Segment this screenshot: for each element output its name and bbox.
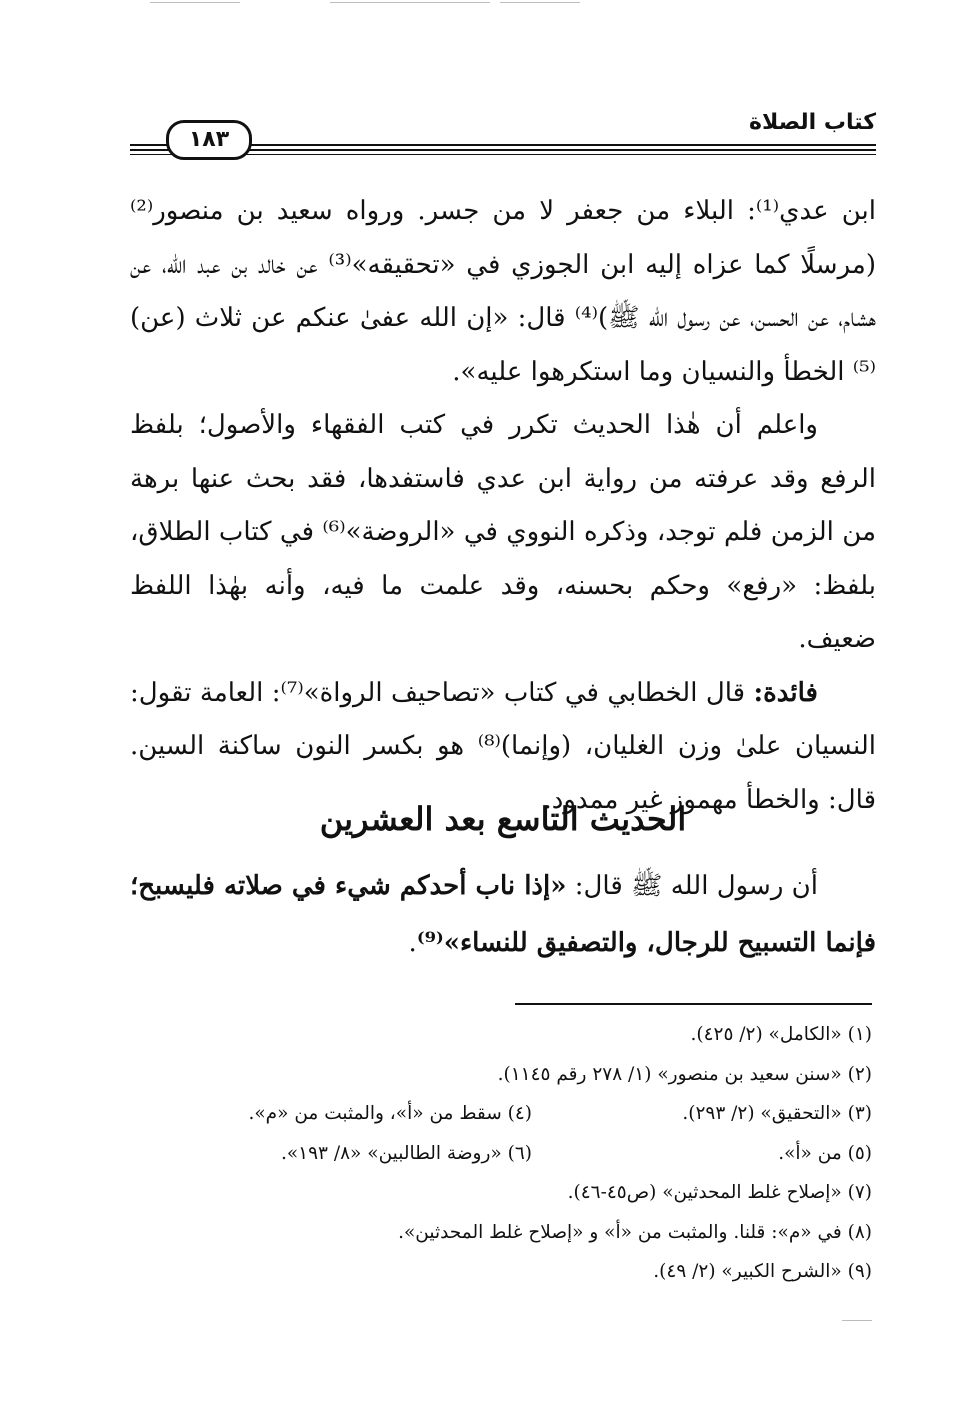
scan-artifact xyxy=(500,2,580,3)
footnote-row xyxy=(150,1134,872,1174)
paragraph: واعلم أن هٰذا الحديث تكرر في كتب الفقهاء والأصول؛ بلفظ الرفع وقد عرفته من رواية ابن عدي فاستفدها، فقد بحث عنها برهة من الزمن فلم توجد، وذكره النووي في «الروضة»⁽⁶⁾ في كتاب الطلاق، بلفظ: «رفع» وحكم بحسنه، وقد علمت ما فيه، وأنه بهٰذا اللفظ ضعيف. xyxy=(130,410,876,654)
footnote: (٢) «سنن سعيد بن منصور» (١/ ٢٧٨ رقم ١١٤٥). xyxy=(497,1063,872,1085)
footnote: (٩) «الشرح الكبير» (٢/ ٤٩). xyxy=(653,1261,872,1282)
footnote: (٦) «روضة الطالبين» «٨/ ١٩٣». xyxy=(280,1142,532,1164)
footnote: (٤) سقط من «أ»، والمثبت من «م». xyxy=(248,1103,532,1124)
paragraph: ابن عدي⁽¹⁾: البلاء من جعفر لا من جسر. ورواه سعيد بن منصور⁽²⁾ (مرسلًا كما عزاه إليه ابن الجوزي في «تحقيقه»⁽³⁾ عن خالد بن عبد الله، عن هشام، عن الحسن، عن رسول الله ﷺ)⁽⁴⁾ قال: «إن الله عفىٰ عنكم عن ثلاث (عن)⁽⁵⁾ الخطأ والنسيان وما استكرهوا عليه». xyxy=(130,196,876,387)
footnote-separator xyxy=(515,1003,872,1005)
footnote-row xyxy=(150,1213,872,1253)
footnote-row xyxy=(150,1094,872,1134)
paragraph-lead: فائدة: xyxy=(753,677,818,708)
footnote-row xyxy=(150,1252,872,1292)
hadith-intro: أن رسول الله ﷺ قال: xyxy=(566,871,818,901)
page-header xyxy=(130,108,876,154)
main-text xyxy=(130,185,876,827)
hadith-text xyxy=(130,858,876,972)
footnote-row xyxy=(150,1015,872,1055)
footnote: (١) «الكامل» (٢/ ٤٢٥). xyxy=(690,1024,872,1045)
running-title: كتاب الصلاة xyxy=(743,110,876,135)
page-number: ١٨٣ xyxy=(166,120,252,160)
footnote: (٣) «التحقيق» (٢/ ٢٩٣). xyxy=(682,1103,872,1124)
footnote: (٨) في «م»: قلنا. والمثبت من «أ» و «إصلاح غلط المحدثين». xyxy=(398,1221,872,1243)
footnotes xyxy=(150,1015,872,1292)
section-title: الحديث التاسع بعد العشرين xyxy=(319,800,687,838)
footnote-row xyxy=(150,1055,872,1095)
scan-artifact xyxy=(842,1320,872,1321)
scan-artifact xyxy=(330,2,490,3)
footnote-row xyxy=(150,1173,872,1213)
footnote: (٧) «إصلاح غلط المحدثين» (ص٤٥-٤٦). xyxy=(567,1182,872,1203)
scan-artifact xyxy=(150,2,240,3)
hadith-end: . xyxy=(408,928,417,958)
footnote: (٥) من «أ». xyxy=(778,1142,872,1164)
hadith-quote: «إذا ناب أحدكم شيء في صلاته فليسبح؛ فإنما التسبيح للرجال، والتصفيق للنساء»⁽⁹⁾ xyxy=(130,871,876,958)
hadith-paragraph xyxy=(130,858,876,972)
paragraph-text: قال الخطابي في كتاب «تصاحيف الرواة»⁽⁷⁾: العامة تقول: النسيان علىٰ وزن الغليان، (وإنما)⁽⁸⁾ هو بكسر النون ساكنة السين. قال: والخطأ مهموز غير ممدود. xyxy=(130,677,876,815)
